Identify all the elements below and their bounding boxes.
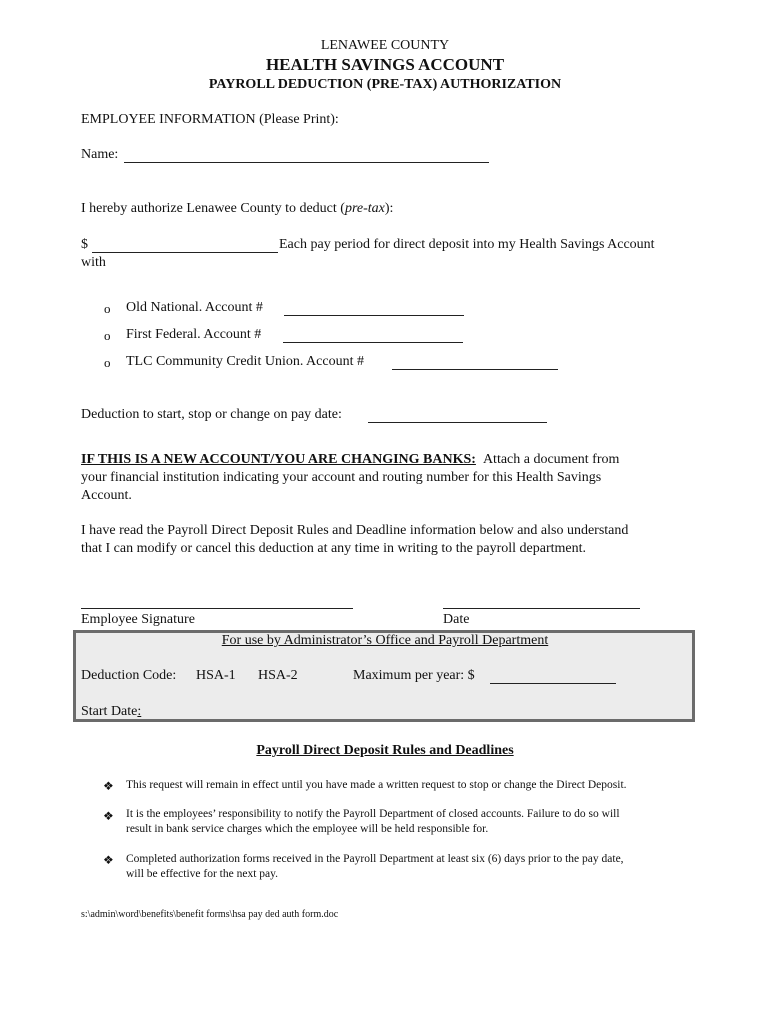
rule-item-3-line1: Completed authorization forms received in the Payroll Department at least six (6) days prior to the pay date, bbox=[126, 853, 624, 865]
account-field-old-national[interactable] bbox=[284, 315, 464, 316]
account-field-tlc[interactable] bbox=[392, 369, 558, 370]
deduction-code-hsa2[interactable]: HSA-2 bbox=[258, 668, 298, 683]
amount-description-cont: with bbox=[81, 255, 106, 270]
account-label-first-federal: First Federal. Account # bbox=[126, 327, 262, 342]
deduction-code-hsa1[interactable]: HSA-1 bbox=[196, 668, 236, 683]
rules-title: Payroll Direct Deposit Rules and Deadlines bbox=[256, 743, 514, 758]
signature-field[interactable] bbox=[81, 608, 353, 609]
rule-item-2-line1: It is the employees’ responsibility to notify the Payroll Department of closed accounts. Failure to do so will bbox=[126, 808, 620, 820]
employee-info-label: EMPLOYEE INFORMATION (Please Print): bbox=[81, 112, 339, 127]
diamond-bullet-icon: ❖ bbox=[103, 779, 114, 793]
authorize-text: I hereby authorize Lenawee County to deduct (pre-tax): bbox=[81, 201, 394, 216]
maximum-per-year-label: Maximum per year: $ bbox=[353, 668, 475, 683]
diamond-bullet-icon: ❖ bbox=[103, 809, 114, 823]
name-label: Name: bbox=[81, 147, 119, 162]
new-account-paragraph-line2: your financial institution indicating your account and routing number for this Health Savings bbox=[81, 470, 602, 485]
rule-item-2-line2: result in bank service charges which the employee will be held responsible for. bbox=[126, 823, 489, 835]
form-title: HEALTH SAVINGS ACCOUNT bbox=[265, 55, 505, 74]
amount-symbol: $ bbox=[81, 237, 88, 252]
bullet-circle-icon: o bbox=[104, 355, 111, 370]
amount-field[interactable] bbox=[92, 252, 278, 253]
acknowledge-line1: I have read the Payroll Direct Deposit Rules and Deadline information below and also understand bbox=[81, 523, 629, 538]
new-account-paragraph-line3: Account. bbox=[81, 488, 132, 503]
county-heading: LENAWEE COUNTY bbox=[320, 38, 450, 53]
deduction-date-label: Deduction to start, stop or change on pay date: bbox=[81, 407, 342, 422]
deduction-date-field[interactable] bbox=[368, 422, 547, 423]
bullet-circle-icon: o bbox=[104, 301, 111, 316]
maximum-per-year-field[interactable] bbox=[490, 683, 616, 684]
amount-description: Each pay period for direct deposit into my Health Savings Account bbox=[279, 237, 655, 252]
new-account-paragraph-line1: IF THIS IS A NEW ACCOUNT/YOU ARE CHANGING BANKS: Attach a document from bbox=[81, 452, 620, 467]
account-label-tlc: TLC Community Credit Union. Account # bbox=[126, 354, 364, 369]
diamond-bullet-icon: ❖ bbox=[103, 853, 114, 867]
rule-item-3-line2: will be effective for the next pay. bbox=[126, 868, 278, 880]
date-field[interactable] bbox=[443, 608, 640, 609]
deduction-code-label: Deduction Code: bbox=[81, 668, 177, 683]
account-field-first-federal[interactable] bbox=[283, 342, 463, 343]
account-label-old-national: Old National. Account # bbox=[126, 300, 263, 315]
admin-heading: For use by Administrator’s Office and Payroll Department bbox=[221, 633, 549, 648]
acknowledge-line2: that I can modify or cancel this deduction at any time in writing to the payroll department. bbox=[81, 541, 587, 556]
name-field[interactable] bbox=[124, 162, 489, 163]
date-label: Date bbox=[443, 612, 470, 627]
footer-file-path: s:\admin\word\benefits\benefit forms\hsa pay ded auth form.doc bbox=[81, 909, 339, 920]
rule-item-1: This request will remain in effect until you have made a written request to stop or change the Direct Deposit. bbox=[126, 779, 627, 791]
start-date-label: Start Date: bbox=[81, 704, 142, 719]
bullet-circle-icon: o bbox=[104, 328, 111, 343]
employee-signature-label: Employee Signature bbox=[81, 612, 195, 627]
form-subtitle: PAYROLL DEDUCTION (PRE-TAX) AUTHORIZATION bbox=[208, 77, 562, 92]
